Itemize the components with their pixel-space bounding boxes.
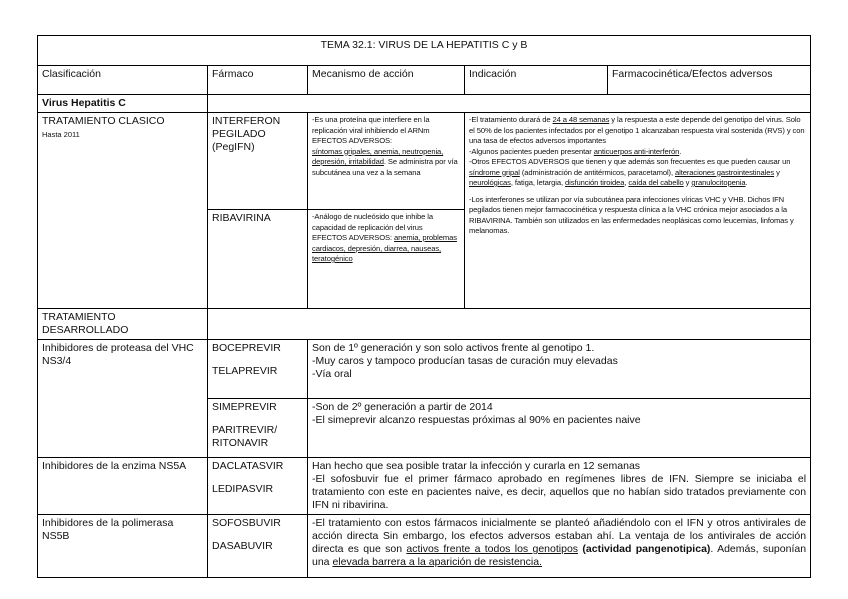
table-title: TEMA 32.1: VIRUS DE LA HEPATITIS C y B (38, 36, 811, 66)
clasico-label: TRATAMIENTO CLASICO (42, 115, 165, 127)
ind-p3-u4: disfunción tiroidea (565, 178, 625, 187)
ind-p3-a: -Otros EFECTOS ADVERSOS que tienen y que además son frecuentes es que pueden causar un (469, 157, 791, 166)
proteasa-g2-text2: -El simeprevir alcanzo respuestas próximas al 90% en pacientes naive (312, 414, 641, 426)
ind-p1-u: 24 a 48 semanas (552, 115, 610, 124)
indicacion-clasico (465, 113, 811, 309)
mech-interferon-adverse: síntomas gripales, anemia, neutropenia, depresión, irritabilidad (312, 146, 444, 166)
header-mecanismo: Mecanismo de acción (308, 66, 465, 95)
ind-p3-g: . (745, 178, 748, 187)
ns5b-text-u2: elevada barrera a la aparición de resistencia. (332, 556, 542, 568)
ns5b-text-a: -El tratamiento con estos fármacos inicialmente se planteó añadiéndolo con el IFN y otros antivirales de acción directa Sin embargo, los efectos adversos estaban ahí. La ventaja de los antivirales de acción directa es que son (312, 517, 807, 555)
drugs-ns5b (208, 515, 308, 578)
ns5b-text-u1: activos frente a todos los genotipos (406, 543, 579, 555)
drug-simeprevir: SIMEPREVIR (212, 401, 277, 413)
mech-ribavirina-adverse: anemia, problemas cardiacos, depresión, diarrea, nauseas, teratogénico (312, 233, 457, 263)
ind-p1 (469, 115, 806, 147)
drug-interferon: INTERFERON PEGILADO (PegIFN) (208, 113, 308, 210)
ind-p3-e: , (624, 178, 629, 187)
ind-p3 (469, 157, 806, 189)
drug-boceprevir: BOCEPREVIR (212, 342, 281, 354)
header-farmaco: Fármaco (208, 66, 308, 95)
section-virus-hepatitis-c: Virus Hepatitis C (38, 95, 208, 113)
row-inhibidores-proteasa: Inhibidores de proteasa del VHC NS3/4 (38, 340, 208, 458)
ind-p3-f: y (683, 178, 692, 187)
ind-p3-u2: alteraciones gastrointestinales (675, 167, 775, 177)
proteasa-g1-text2: -Muy caros y tampoco producían tasas de curación muy elevadas (312, 355, 618, 367)
mech-ribavirina-2: EFECTOS ADVERSOS: (312, 233, 395, 242)
header-indicacion: Indicación (465, 66, 608, 95)
mech-ribavirina (308, 210, 465, 309)
text-proteasa-g1 (308, 340, 811, 399)
desarrollado-spacer (208, 309, 811, 340)
row-inhibidores-ns5a: Inhibidores de la enzima NS5A (38, 458, 208, 515)
ns5a-text1: Han hecho que sea posible tratar la infección y curarla en 12 semanas (312, 460, 641, 472)
row-inhibidores-ns5b: Inhibidores de la polimerasa NS5B (38, 515, 208, 578)
drugs-proteasa-g1 (208, 340, 308, 399)
ns5b-text-c: . Además, suponían una (312, 543, 807, 568)
ind-p3-u5: caída del cabello (628, 178, 684, 187)
ns5a-text2: -El sofosbuvir fue el primer fármaco aprobado en regímenes libres de IFN. Siempre se iniciaba el tratamiento con este en pacientes naive, es decir, aquellos que no habían sido tratados previamente con IFN ni ribavirina. (312, 473, 807, 511)
ind-p3-u1: síndrome gripal (469, 167, 520, 177)
drug-telaprevir: TELAPREVIR (212, 365, 278, 377)
ind-p3-d: , fatiga, letargia, (510, 178, 566, 187)
row-tratamiento-clasico (38, 113, 208, 309)
ind-p2-a: -Algunos pacientes pueden presentar (469, 146, 594, 156)
mech-interferon-1: -Es una proteína que interfiere en la replicación viral inhibiendo el ARNm (312, 115, 430, 135)
section-spacer (208, 95, 811, 113)
drug-daclatasvir: DACLATASVIR (212, 460, 284, 472)
mech-interferon (308, 113, 465, 210)
row-tratamiento-desarrollado: TRATAMIENTO DESARROLLADO (38, 309, 208, 340)
ind-p1-a: -El tratamiento durará de (469, 115, 553, 124)
drug-sofosbuvir: SOFOSBUVIR (212, 517, 281, 529)
mech-interferon-4: . Se administra por vía subcutánea una vez a la semana (312, 157, 458, 177)
ind-p3-b: (administración de antitérmicos, paracetamol), (519, 167, 675, 177)
ind-p1-b: y la respuesta a este depende del genotipo del virus. Solo el 50% de los pacientes infectados por el genotipo 1 alcanzaban respuesta viral sostenida (RVS) y con una tasa de efectos adversos importantes (469, 115, 805, 145)
ind-p2-b: . (679, 146, 682, 156)
drugs-proteasa-g2 (208, 399, 308, 458)
mech-interferon-2: EFECTOS ADVERSOS: (312, 136, 393, 145)
drugs-ns5a (208, 458, 308, 515)
ind-p2-u: anticuerpos anti-interferón (593, 146, 680, 156)
header-clasificacion: Clasificación (38, 66, 208, 95)
drug-dasabuvir: DASABUVIR (212, 540, 273, 552)
ind-p4: -Los interferones se utilizan por vía subcutánea para infecciones víricas VHC y VHB. Dichos IFN pegilados tienen mejor farmacocinética y respuesta clínica a la VHC crónica mejor asociados a la RIBAVIRINA. También son utilizados en las enfermedades neoplásicas como leucemias, linfomas y melanomas. (469, 194, 794, 235)
drug-table (37, 35, 811, 578)
ind-p3-u6: granulocitopenia (691, 178, 746, 187)
drug-ribavirina: RIBAVIRINA (208, 210, 308, 309)
drug-paritrevir-ritonavir: PARITREVIR/ RITONAVIR (212, 424, 278, 449)
text-proteasa-g2 (308, 399, 811, 458)
text-ns5b (308, 515, 811, 578)
mech-ribavirina-1: -Análogo de nucleósido que inhibe la capacidad de replicación del virus (312, 212, 433, 232)
proteasa-g1-text3: -Vía oral (312, 368, 352, 380)
ind-p3-c: y (774, 167, 780, 177)
ns5b-text-bold: (actividad pangenotipica) (582, 543, 711, 555)
ind-p2 (469, 147, 806, 158)
clasico-sublabel: Hasta 2011 (42, 130, 80, 139)
ind-p3-u3: neurológicas (469, 178, 511, 187)
header-farmacocinetica: Farmacocinética/Efectos adversos (608, 66, 811, 95)
text-ns5a (308, 458, 811, 515)
proteasa-g2-text1: -Son de 2º generación a partir de 2014 (312, 401, 493, 413)
proteasa-g1-text1: Son de 1º generación y son solo activos frente al genotipo 1. (312, 342, 595, 354)
drug-ledipasvir: LEDIPASVIR (212, 483, 274, 495)
